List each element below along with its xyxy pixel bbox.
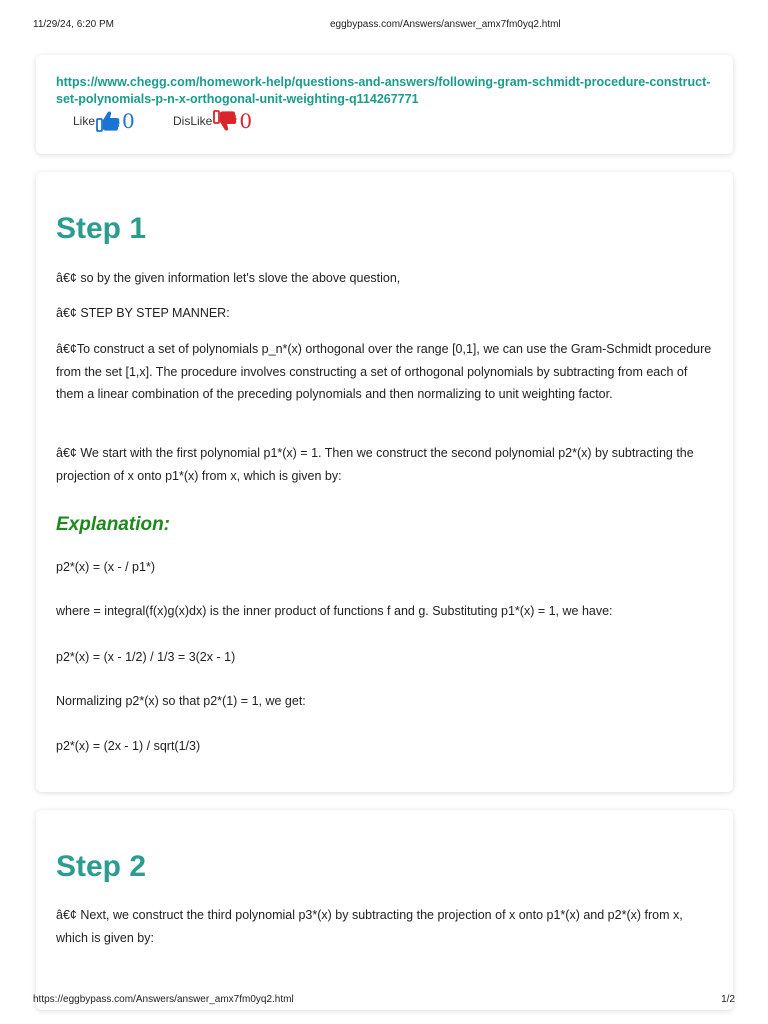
explanation-line: p2*(x) = (x - 1/2) / 1/3 = 3(2x - 1) [56,650,236,664]
like-count: 0 [122,109,135,133]
step-1-paragraph: â€¢ so by the given information let's slove the above question, [56,271,401,285]
step-1-paragraph: â€¢To construct a set of polynomials p_n*(x) orthogonal over the range [0,1], we can use the Gram-Schmidt procedure from the set [1,x]. The procedure involves constructing a set of orthogonal polynomials by subtracting from each of them a linear combination of the preceding polynomials and then normalizing to unit weighting factor. [56,342,712,401]
explanation-line: p2*(x) = (2x - 1) / sqrt(1/3) [56,739,201,753]
question-link[interactable]: https://www.chegg.com/homework-help/questions-and-answers/following-gram-schmidt-procedure-construct-set-polynomials-p-n-x-orthogonal-unit-weighting-q114267771 [56,75,711,106]
explanation-line: p2*(x) = (x - / p1*) [56,560,155,574]
step-1-title: Step 1 [56,212,147,245]
print-url: eggbypass.com/Answers/answer_amx7fm0yq2.html [330,19,561,30]
step-1-paragraph: â€¢ We start with the first polynomial p1*(x) = 1. Then we construct the second polynomial p2*(x) by subtracting the projection of x onto p1*(x) from x, which is given by: [56,446,694,483]
footer-url: https://eggbypass.com/Answers/answer_amx7fm0yq2.html [33,994,294,1005]
thumbs-down-icon [212,109,238,133]
dislike-label: DisLike [173,114,213,128]
dislike-count: 0 [239,109,253,133]
dislike-button[interactable] [173,109,252,133]
step-2-paragraph: â€¢ Next, we construct the third polynomial p3*(x) by subtracting the projection of x onto p1*(x) and p2*(x) from x, which is given by: [56,908,683,945]
question-card [36,55,733,154]
explanation-line: Normalizing p2*(x) so that p2*(1) = 1, we get: [56,694,306,708]
step-2-title: Step 2 [56,850,147,883]
step-1-paragraph: â€¢ STEP BY STEP MANNER: [56,306,230,320]
like-button[interactable] [73,109,135,133]
thumbs-up-icon [95,109,121,133]
step-1-card [36,172,733,792]
like-label: Like [73,114,96,128]
step-2-card [36,810,733,1010]
page-number: 1/2 [721,994,735,1005]
explanation-heading: Explanation: [56,514,171,535]
explanation-line: where = integral(f(x)g(x)dx) is the inner product of functions f and g. Substituting p1*(x) = 1, we have: [56,604,613,618]
print-date: 11/29/24, 6:20 PM [33,19,114,30]
